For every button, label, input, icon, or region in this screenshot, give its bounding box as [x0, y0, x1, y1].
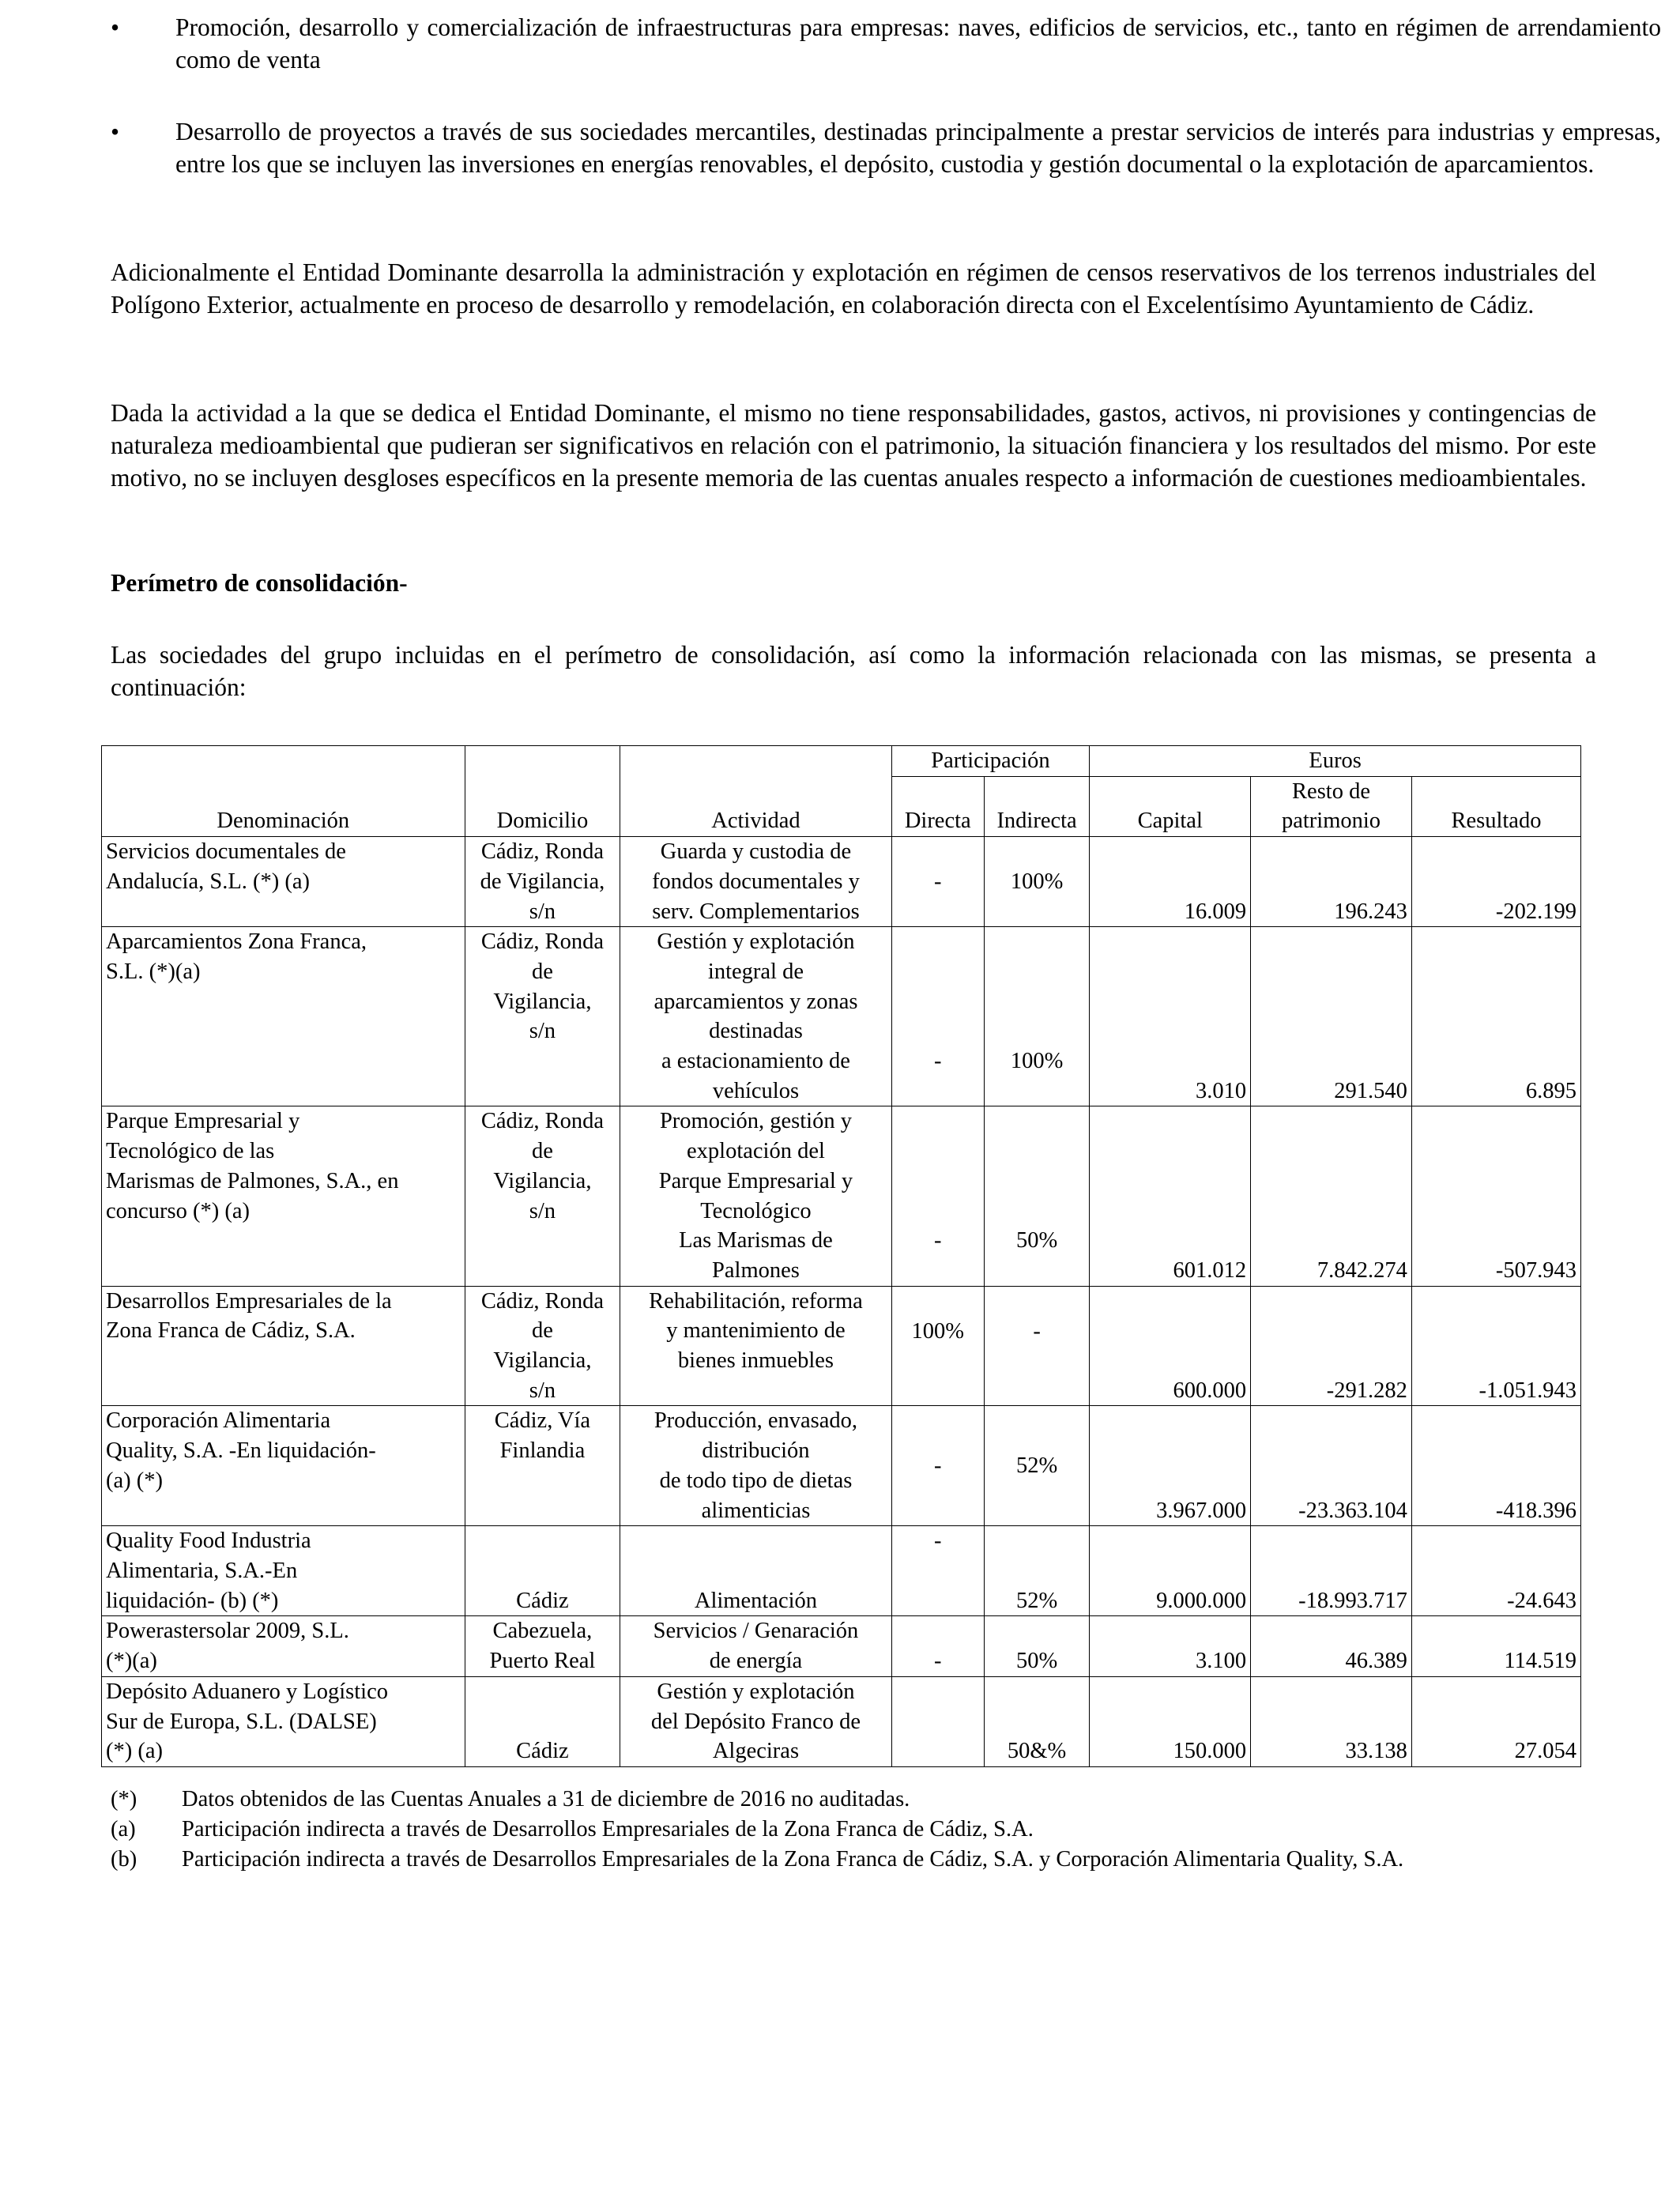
table-row [102, 1676, 1581, 1766]
table-row [102, 1106, 1581, 1286]
cell-actividad: Alimentación [620, 1526, 891, 1616]
cell-capital: 3.967.000 [1090, 1406, 1251, 1526]
cell-denominacion: Powerastersolar 2009, S.L. (*)(a) [102, 1616, 465, 1676]
intro-paragraph: Las sociedades del grupo incluidas en el perímetro de consolidación, así como la información relacionada con las mismas, se presenta a continuación: [111, 641, 1596, 701]
cell-denominacion: Parque Empresarial y Tecnológico de las Marismas de Palmones, S.A., en concurso (*) (a) [102, 1106, 465, 1286]
cell-resultado: -1.051.943 [1411, 1286, 1580, 1406]
cell-resto-patrimonio: 291.540 [1251, 927, 1412, 1106]
cell-directa: - [891, 837, 984, 927]
header-resto-patrimonio: Resto de patrimonio [1251, 776, 1412, 836]
cell-resultado: -202.199 [1411, 837, 1580, 927]
header-indirecta: Indirecta [984, 776, 1089, 836]
cell-domicilio: Cabezuela, Puerto Real [465, 1616, 620, 1676]
consolidation-table [101, 745, 1581, 1767]
cell-resto-patrimonio: -291.282 [1251, 1286, 1412, 1406]
footnote-mark: (*) [111, 1787, 137, 1811]
cell-indirecta: 52% [984, 1406, 1089, 1526]
cell-directa: 100% [891, 1286, 984, 1406]
table-row [102, 1526, 1581, 1616]
cell-denominacion: Quality Food Industria Alimentaria, S.A.-En liquidación- (b) (*) [102, 1526, 465, 1616]
cell-capital: 16.009 [1090, 837, 1251, 927]
footnote-mark: (a) [111, 1817, 136, 1842]
footnote [111, 1815, 1612, 1845]
header-directa: Directa [891, 776, 984, 836]
header-group-participacion: Participación [891, 746, 1090, 777]
cell-capital: 3.010 [1090, 927, 1251, 1106]
cell-directa [891, 1676, 984, 1766]
table-row [102, 927, 1581, 1106]
bullet-item [111, 115, 1661, 180]
header-capital: Capital [1090, 776, 1251, 836]
cell-resultado: 27.054 [1411, 1676, 1580, 1766]
cell-indirecta: 50% [984, 1106, 1089, 1286]
paragraph: Adicionalmente el Entidad Dominante desarrolla la administración y explotación en régimen de censos reservativos de los terrenos industriales del Polígono Exterior, actualmente en proceso de desarrollo y remodelación, en colaboración directa con el Excelentísimo Ayuntamiento de Cádiz. [111, 258, 1596, 319]
table-row [102, 1406, 1581, 1526]
bullet-text: Desarrollo de proyectos a través de sus sociedades mercantiles, destinadas principalmente a prestar servicios de interés para industrias y empresas, entre los que se incluyen las inversiones en energías renovables, el depósito, custodia y gestión documental o la explotación de aparcamientos. [175, 118, 1661, 178]
bullet-symbol: • [111, 13, 120, 41]
header-domicilio: Domicilio [465, 746, 620, 837]
footnote [111, 1785, 1612, 1815]
cell-indirecta: 50&% [984, 1676, 1089, 1766]
footnote-text: Participación indirecta a través de Desarrollos Empresariales de la Zona Franca de Cádiz, S.A. [182, 1817, 1034, 1842]
cell-directa: - [891, 1106, 984, 1286]
footnote-mark: (b) [111, 1847, 137, 1872]
cell-domicilio: Cádiz, Ronda de Vigilancia, s/n [465, 837, 620, 927]
bullet-text: Promoción, desarrollo y comercialización de infraestructuras para empresas: naves, edificios de servicios, etc., tanto en régimen de arrendamiento como de venta [175, 13, 1661, 74]
cell-denominacion: Servicios documentales de Andalucía, S.L. (*) (a) [102, 837, 465, 927]
cell-directa: - [891, 1526, 984, 1616]
cell-resto-patrimonio: -23.363.104 [1251, 1406, 1412, 1526]
header-group-euros: Euros [1090, 746, 1581, 777]
cell-domicilio: Cádiz [465, 1526, 620, 1616]
cell-resto-patrimonio: -18.993.717 [1251, 1526, 1412, 1616]
cell-actividad: Gestión y explotación integral de aparcamientos y zonas destinadas a estacionamiento de vehículos [620, 927, 891, 1106]
cell-domicilio: Cádiz, Vía Finlandia [465, 1406, 620, 1526]
cell-actividad: Rehabilitación, reforma y mantenimiento de bienes inmuebles [620, 1286, 891, 1406]
cell-capital: 9.000.000 [1090, 1526, 1251, 1616]
cell-resultado: -507.943 [1411, 1106, 1580, 1286]
cell-indirecta: 100% [984, 927, 1089, 1106]
header-denominacion: Denominación [102, 746, 465, 837]
table-row [102, 1616, 1581, 1676]
paragraph: Dada la actividad a la que se dedica el Entidad Dominante, el mismo no tiene responsabilidades, gastos, activos, ni provisiones y contingencias de naturaleza medioambiental que pudieran ser significativos en relación con el patrimonio, la situación financiera y los resultados del mismo. Por este motivo, no se incluyen desgloses específicos en la presente memoria de las cuentas anuales respecto a información de cuestiones medioambientales. [111, 399, 1596, 492]
cell-capital: 3.100 [1090, 1616, 1251, 1676]
bullet-symbol: • [111, 118, 120, 145]
cell-actividad: Producción, envasado, distribución de todo tipo de dietas alimenticias [620, 1406, 891, 1526]
footnote-text: Participación indirecta a través de Desarrollos Empresariales de la Zona Franca de Cádiz, S.A. y Corporación Alimentaria Quality, S.A. [182, 1847, 1404, 1872]
cell-resto-patrimonio: 46.389 [1251, 1616, 1412, 1676]
cell-resto-patrimonio: 33.138 [1251, 1676, 1412, 1766]
cell-denominacion: Aparcamientos Zona Franca, S.L. (*)(a) [102, 927, 465, 1106]
cell-domicilio: Cádiz, Ronda de Vigilancia, s/n [465, 1286, 620, 1406]
cell-resultado: -24.643 [1411, 1526, 1580, 1616]
cell-actividad: Guarda y custodia de fondos documentales y serv. Complementarios [620, 837, 891, 927]
cell-actividad: Gestión y explotación del Depósito Franco de Algeciras [620, 1676, 891, 1766]
cell-actividad: Servicios / Genaración de energía [620, 1616, 891, 1676]
cell-domicilio: Cádiz, Ronda de Vigilancia, s/n [465, 1106, 620, 1286]
table-row [102, 837, 1581, 927]
cell-indirecta: 50% [984, 1616, 1089, 1676]
cell-denominacion: Desarrollos Empresariales de la Zona Franca de Cádiz, S.A. [102, 1286, 465, 1406]
cell-directa: - [891, 1406, 984, 1526]
cell-actividad: Promoción, gestión y explotación del Parque Empresarial y Tecnológico Las Marismas de Palmones [620, 1106, 891, 1286]
cell-capital: 150.000 [1090, 1676, 1251, 1766]
footnote [111, 1845, 1612, 1875]
footnote-text: Datos obtenidos de las Cuentas Anuales a 31 de diciembre de 2016 no auditadas. [182, 1787, 910, 1811]
footnotes [111, 1785, 1612, 1875]
section-heading: Perímetro de consolidación- [111, 569, 408, 597]
cell-indirecta: 52% [984, 1526, 1089, 1616]
cell-resultado: -418.396 [1411, 1406, 1580, 1526]
cell-resto-patrimonio: 196.243 [1251, 837, 1412, 927]
table-header-row [102, 746, 1581, 777]
cell-domicilio: Cádiz, Ronda de Vigilancia, s/n [465, 927, 620, 1106]
cell-domicilio: Cádiz [465, 1676, 620, 1766]
header-actividad: Actividad [620, 746, 891, 837]
cell-capital: 601.012 [1090, 1106, 1251, 1286]
header-resultado: Resultado [1411, 776, 1580, 836]
cell-resultado: 114.519 [1411, 1616, 1580, 1676]
cell-denominacion: Depósito Aduanero y Logístico Sur de Europa, S.L. (DALSE) (*) (a) [102, 1676, 465, 1766]
cell-denominacion: Corporación Alimentaria Quality, S.A. -En liquidación- (a) (*) [102, 1406, 465, 1526]
table-row [102, 1286, 1581, 1406]
cell-directa: - [891, 1616, 984, 1676]
cell-capital: 600.000 [1090, 1286, 1251, 1406]
cell-indirecta: - [984, 1286, 1089, 1406]
cell-resto-patrimonio: 7.842.274 [1251, 1106, 1412, 1286]
bullet-item [111, 11, 1661, 76]
cell-directa: - [891, 927, 984, 1106]
cell-resultado: 6.895 [1411, 927, 1580, 1106]
cell-indirecta: 100% [984, 837, 1089, 927]
